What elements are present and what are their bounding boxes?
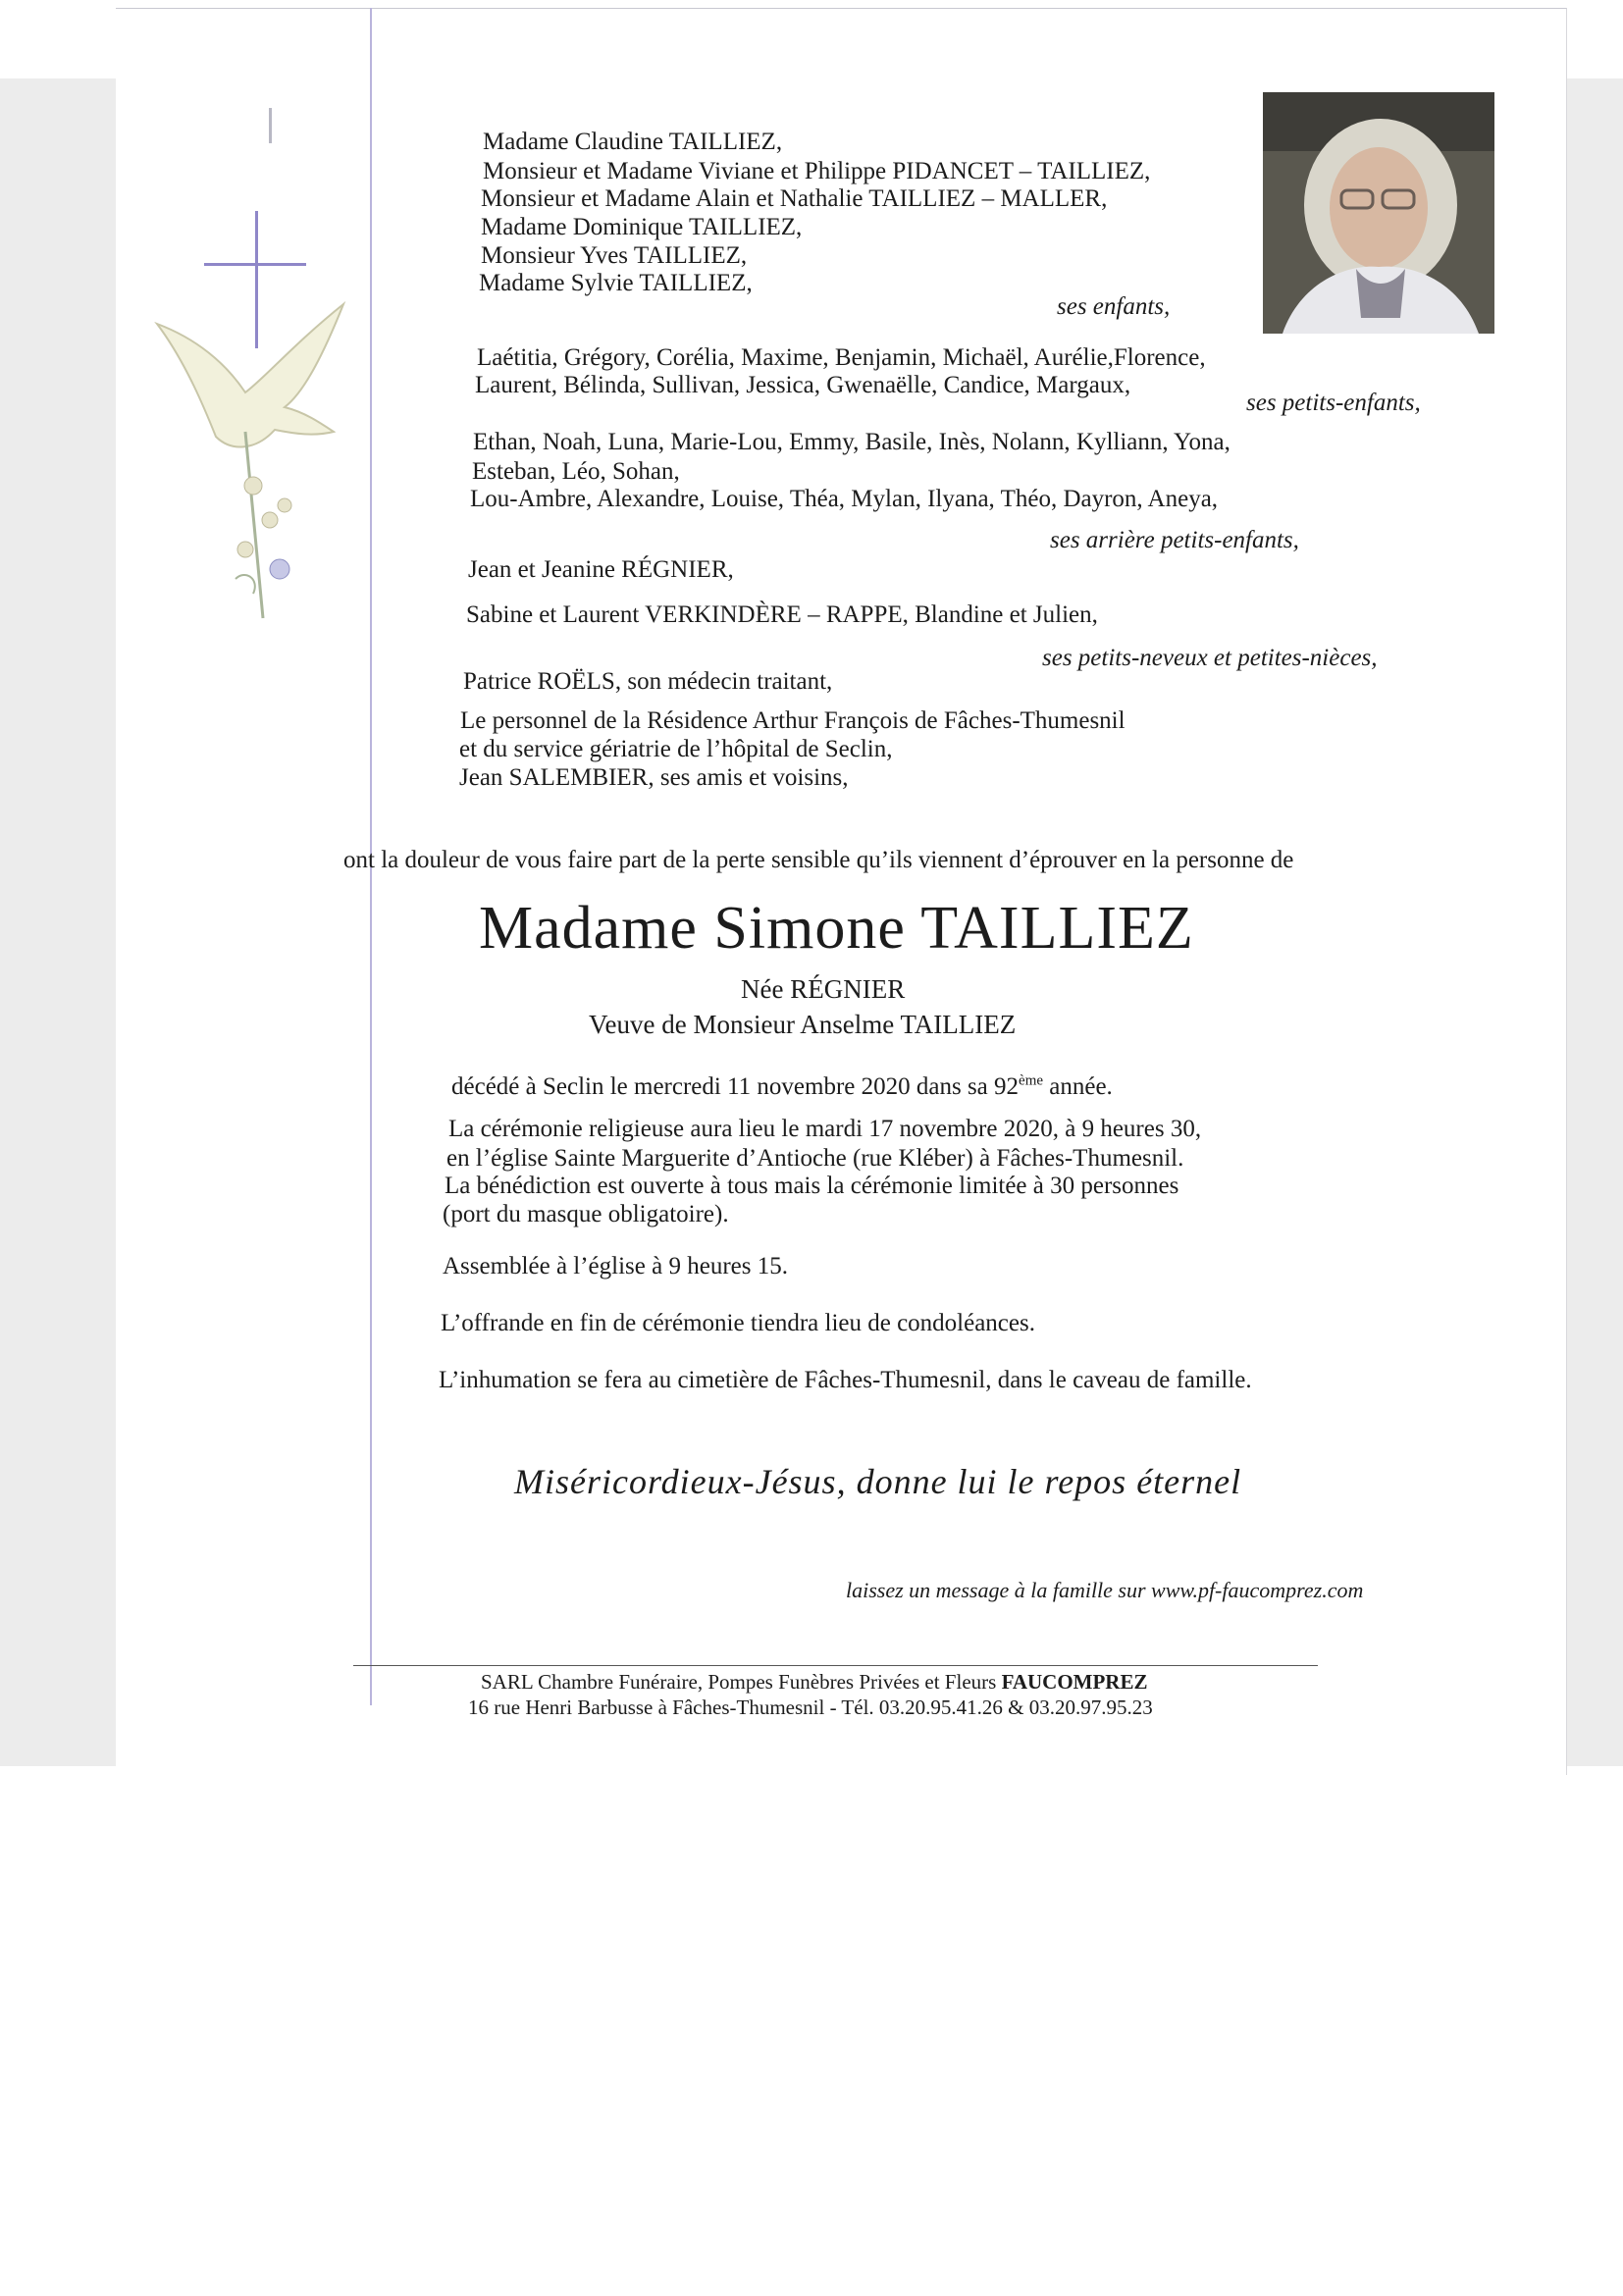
others-line: Le personnel de la Résidence Arthur François de Fâches-Thumesnil [460, 707, 1126, 734]
ceremony-line: (port du masque obligatoire). [443, 1201, 729, 1227]
child-line: Monsieur et Madame Viviane et Philippe PIDANCET – TAILLIEZ, [483, 158, 1151, 184]
child-line: Madame Claudine TAILLIEZ, [483, 129, 783, 155]
footer-company: SARL Chambre Funéraire, Pompes Funèbres Privées et Fleurs FAUCOMPREZ [481, 1670, 1148, 1694]
prayer: Miséricordieux-Jésus, donne lui le repos éternel [514, 1462, 1242, 1501]
others-line: et du service gériatrie de l’hôpital de Seclin, [459, 736, 893, 762]
grandchildren-line: Laurent, Bélinda, Sullivan, Jessica, Gwenaëlle, Candice, Margaux, [475, 372, 1131, 398]
nephews-line: Jean et Jeanine RÉGNIER, [468, 556, 734, 583]
ceremony-line: La bénédiction est ouverte à tous mais la cérémonie limitée à 30 personnes [445, 1173, 1179, 1199]
children-caption: ses enfants, [1057, 293, 1171, 320]
child-line: Madame Dominique TAILLIEZ, [481, 214, 803, 240]
dove-icon [137, 285, 373, 677]
widow-of: Veuve de Monsieur Anselme TAILLIEZ [589, 1010, 1017, 1039]
great-grandchildren-line: Esteban, Léo, Sohan, [472, 458, 680, 485]
child-line: Monsieur et Madame Alain et Nathalie TAILLIEZ – MALLER, [481, 185, 1108, 212]
portrait-photo [1263, 92, 1494, 334]
nephews-line: Sabine et Laurent VERKINDÈRE – RAPPE, Blandine et Julien, [466, 601, 1098, 628]
scan-mark [269, 108, 272, 143]
child-line: Monsieur Yves TAILLIEZ, [481, 242, 748, 269]
nephews-caption: ses petits-neveux et petites-nièces, [1042, 645, 1378, 671]
offering-note: L’offrande en fin de cérémonie tiendra lieu de condoléances. [441, 1310, 1035, 1336]
grandchildren-caption: ses petits-enfants, [1246, 390, 1421, 416]
ceremony-line: en l’église Sainte Marguerite d’Antioche (rue Kléber) à Fâches-Thumesnil. [446, 1145, 1184, 1172]
ceremony-line: La cérémonie religieuse aura lieu le mardi 17 novembre 2020, à 9 heures 30, [448, 1116, 1202, 1142]
maiden-name: Née RÉGNIER [741, 974, 906, 1004]
great-grandchildren-line: Ethan, Noah, Luna, Marie-Lou, Emmy, Basile, Inès, Nolann, Kylliann, Yona, [473, 429, 1230, 455]
others-line: Patrice ROËLS, son médecin traitant, [463, 668, 833, 695]
grandchildren-line: Laétitia, Grégory, Corélia, Maxime, Benjamin, Michaël, Aurélie,Florence, [477, 344, 1206, 371]
announcement: ont la douleur de vous faire part de la perte sensible qu’ils viennent d’éprouver en la personne de [343, 847, 1294, 873]
child-line: Madame Sylvie TAILLIEZ, [479, 270, 753, 296]
great-grandchildren-caption: ses arrière petits-enfants, [1050, 527, 1299, 553]
assembly-time: Assemblée à l’église à 9 heures 15. [443, 1253, 788, 1279]
footer-rule [353, 1665, 1318, 1666]
others-line: Jean SALEMBIER, ses amis et voisins, [459, 764, 849, 791]
burial-note: L’inhumation se fera au cimetière de Fâches-Thumesnil, dans le caveau de famille. [439, 1367, 1252, 1393]
guestbook-message: laissez un message à la famille sur www.pf-faucomprez.com [846, 1578, 1364, 1602]
cross-icon-bar [204, 263, 306, 266]
great-grandchildren-line: Lou-Ambre, Alexandre, Louise, Théa, Mylan, Ilyana, Théo, Dayron, Aneya, [470, 486, 1219, 512]
footer-address: 16 rue Henri Barbusse à Fâches-Thumesnil - Tél. 03.20.95.41.26 & 03.20.97.95.23 [468, 1696, 1153, 1719]
death-details: décédé à Seclin le mercredi 11 novembre 2020 dans sa 92ème année. [451, 1072, 1113, 1100]
deceased-name: Madame Simone TAILLIEZ [479, 895, 1194, 962]
